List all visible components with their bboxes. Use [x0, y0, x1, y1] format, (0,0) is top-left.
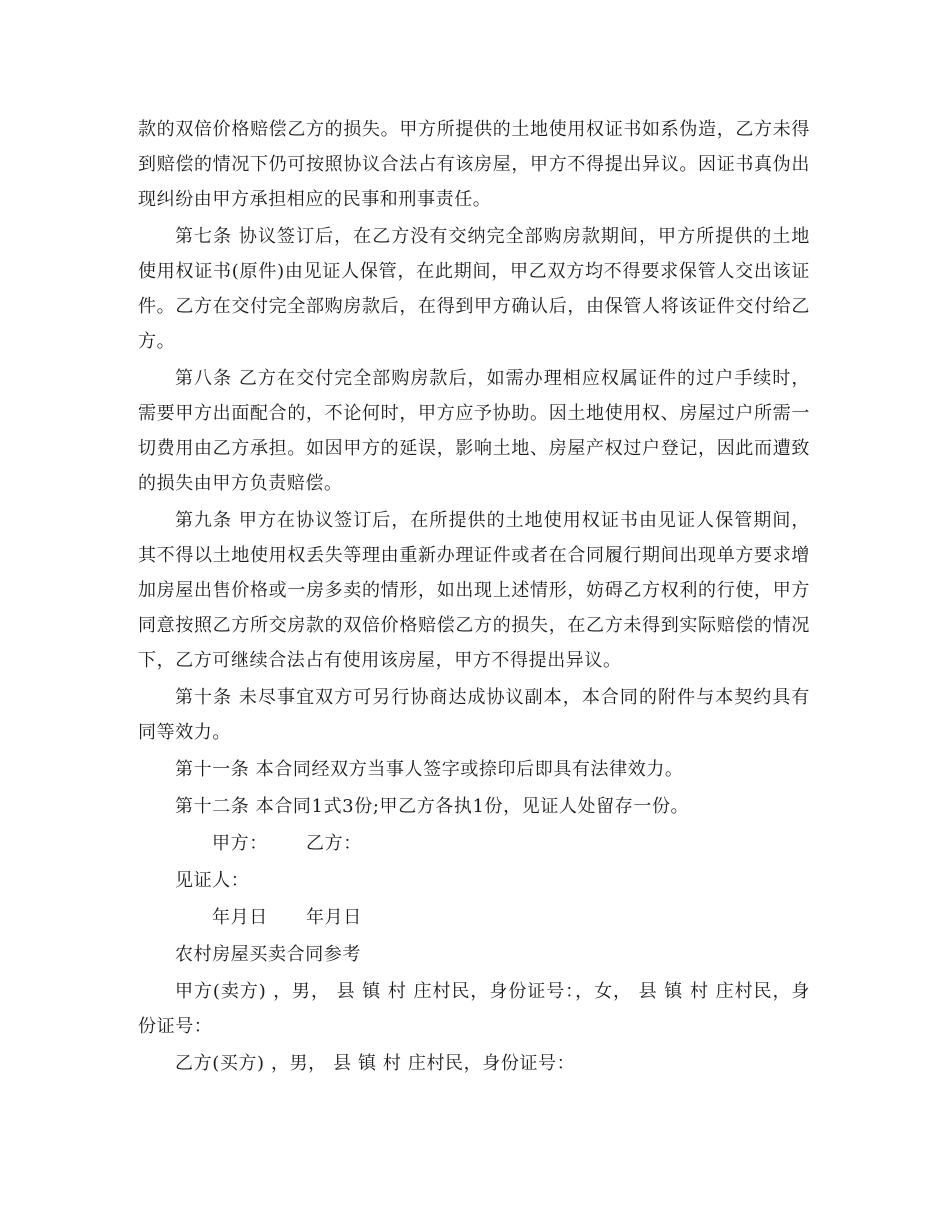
article-12: 第十二条 本合同1式3份;甲乙方各执1份，见证人处留存一份。 [175, 796, 690, 817]
date-a-label: 年月日 [212, 907, 268, 928]
article-7: 第七条 协议签订后，在乙方没有交纳完全部购房款期间，甲方所提供的土地使用权证书(原件)由见证人保管，在此期间，甲乙双方均不得要求保管人交出该证件。乙方在交付完全部购房款后，在得到甲方确认后，由保管人将该证件交付给乙方。 [138, 226, 810, 352]
second-contract-title: 农村房屋买卖合同参考 [175, 944, 361, 965]
article-9: 第九条 甲方在协议签订后，在所提供的土地使用权证书由见证人保管期间，其不得以土地使用权丢失等理由重新办理证件或者在合同履行期间出现单方要求增加房屋出售价格或一房多卖的情形，如出现上述情形，妨碍乙方权利的行使，甲方同意按照乙方所交房款的双倍价格赔偿乙方的损失，在乙方未得到实际赔偿的情况下，乙方可继续合法占有使用该房屋，甲方不得提出异议。 [138, 510, 810, 671]
date-b-label: 年月日 [306, 907, 362, 928]
party-b-label: 乙方： [306, 833, 362, 854]
witness-label: 见证人： [175, 870, 250, 891]
article-8: 第八条 乙方在交付完全部购房款后，如需办理相应权属证件的过户手续时，需要甲方出面配合的，不论何时，甲方应予协助。因土地使用权、房屋过户所需一切费用由乙方承担。如因甲方的延误，影响土地、房屋产权过户登记，因此而遭致的损失由甲方负责赔偿。 [138, 368, 810, 494]
article-10: 第十条 未尽事宜双方可另行协商达成协议副本，本合同的附件与本契约具有同等效力。 [138, 687, 810, 743]
document-page [138, 112, 810, 1083]
paragraph-continuation: 款的双倍价格赔偿乙方的损失。甲方所提供的土地使用权证书如系伪造，乙方未得到赔偿的情况下仍可按照协议合法占有该房屋，甲方不得提出异议。因证书真伪出现纠纷由甲方承担相应的民事和刑事责任。 [138, 119, 810, 210]
article-11: 第十一条 本合同经双方当事人签字或捺印后即具有法律效力。 [175, 759, 684, 780]
signature-dates [138, 900, 810, 935]
buyer-line: 乙方(买方) ，男， 县 镇 村 庄村民，身份证号： [175, 1053, 576, 1074]
party-a-label: 甲方： [212, 833, 268, 854]
signature-parties [138, 826, 810, 861]
seller-line: 甲方(卖方) ，男， 县 镇 村 庄村民，身份证号：，女， 县 镇 村 庄村民，身份证号： [138, 981, 810, 1037]
